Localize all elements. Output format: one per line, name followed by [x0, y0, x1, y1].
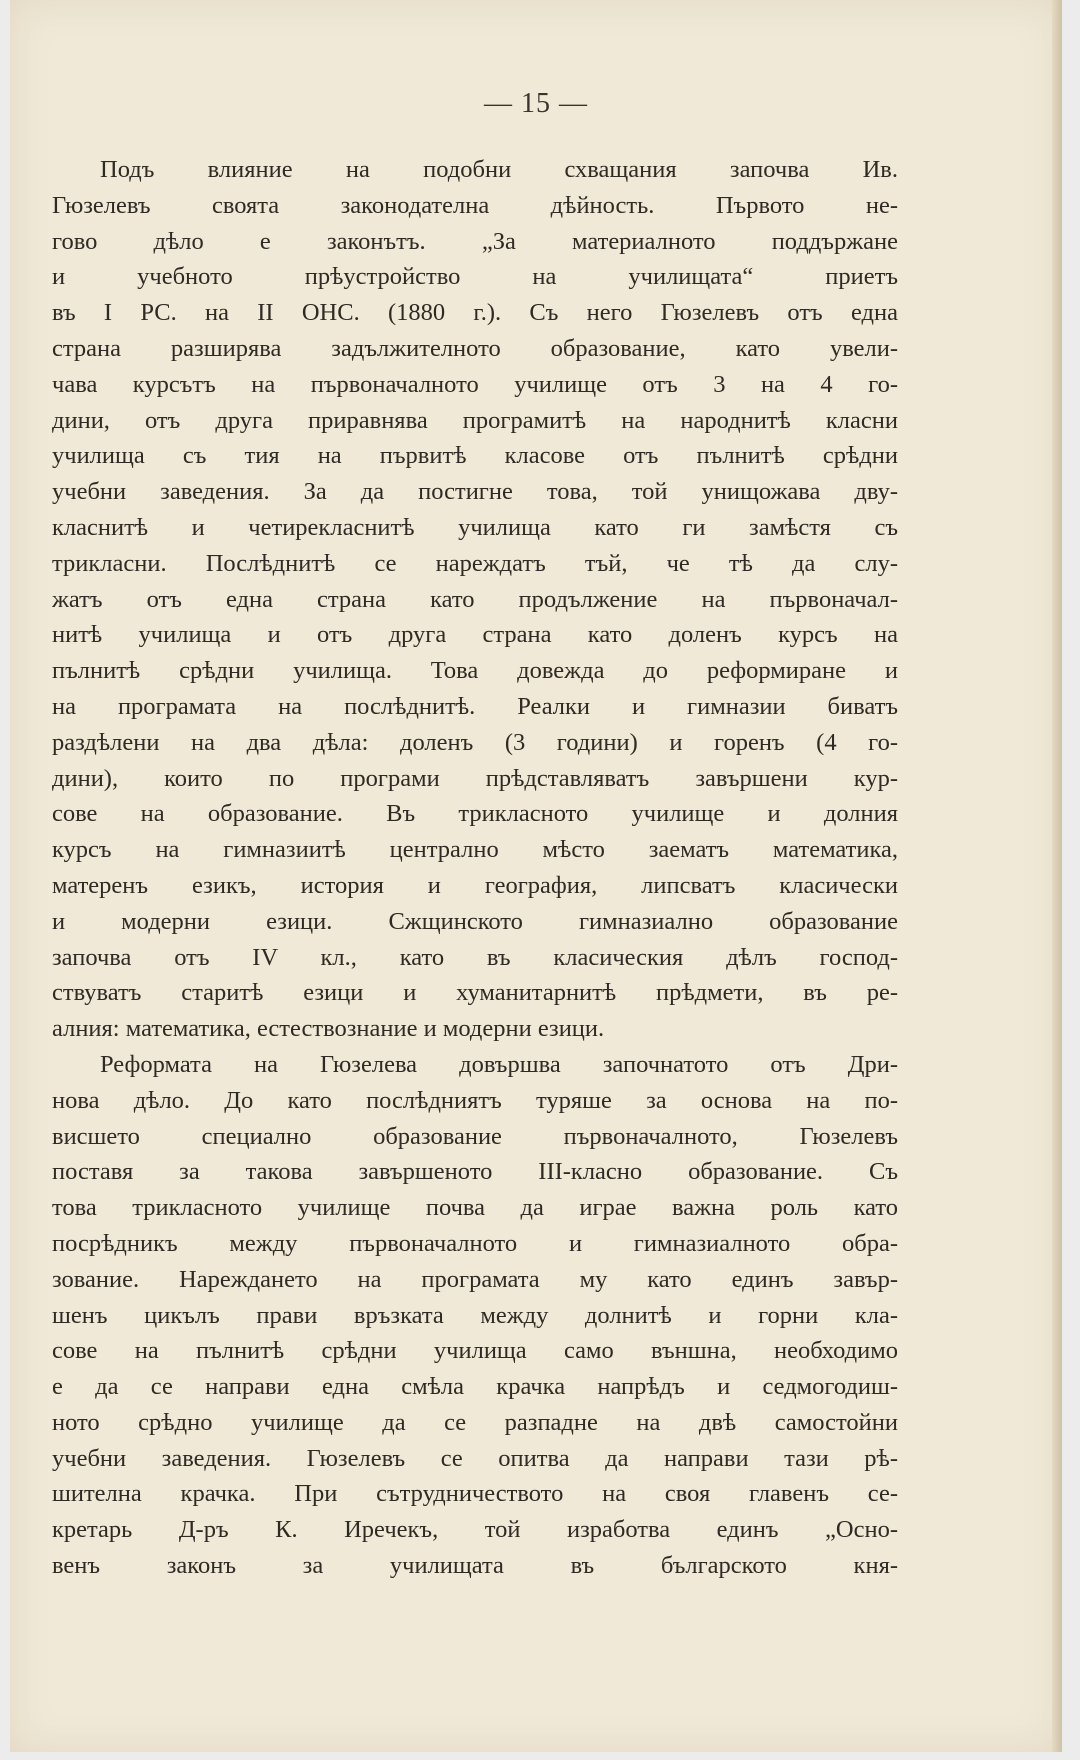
text-line: на програмата на послѣднитѣ. Реалки и гимназии биватъ	[52, 692, 898, 720]
text-line: това трикласното училище почва да играе важна роль като	[52, 1194, 898, 1222]
page-number: — 15 —	[484, 88, 588, 119]
body-text	[52, 152, 898, 1584]
text-line: е да се направи една смѣла крачка напрѣдъ и седмогодиш-	[52, 1373, 898, 1401]
text-line: нитѣ училища и отъ друга страна като доленъ курсъ на	[52, 621, 898, 649]
text-line: висшето специално образование първоначалното, Гюзелевъ	[52, 1122, 898, 1150]
text-line: раздѣлени на два дѣла: доленъ (3 години) и горенъ (4 го-	[52, 728, 898, 756]
text-line: и учебното прѣустройство на училищата“ приетъ	[52, 263, 898, 291]
text-line: страна разширява задължителното образование, като увели-	[52, 334, 898, 362]
text-line: посрѣдникъ между първоначалното и гимназиалното обра-	[52, 1229, 898, 1257]
text-line: поставя за такова завършеното III-класно образование. Съ	[52, 1158, 898, 1186]
text-line: курсъ на гимназиитѣ централно мѣсто заематъ математика,	[52, 836, 898, 864]
text-line: Подъ влияние на подобни схващания започва Ив.	[100, 156, 898, 183]
text-line: класнитѣ и четирекласнитѣ училища като ги замѣстя съ	[52, 513, 898, 541]
text-line: учебни заведения. За да постигне това, той унищожава дву-	[52, 478, 898, 506]
text-line: Реформата на Гюзелева довършва започнатото отъ Дри-	[100, 1050, 898, 1078]
text-line: въ I РС. на II ОНС. (1880 г.). Съ него Гюзелевъ отъ една	[52, 299, 898, 327]
text-line: сове на пълнитѣ срѣдни училища само външна, необходимо	[52, 1337, 898, 1365]
text-line: училища съ тия на първитѣ класове отъ пълнитѣ срѣдни	[52, 442, 898, 470]
text-line: венъ законъ за училищата въ българското кня-	[52, 1552, 898, 1580]
text-line: нова дѣло. До като послѣдниятъ туряше за основа на по-	[52, 1086, 898, 1114]
text-line: трикласни. Послѣднитѣ се нареждатъ тъй, че тѣ да слу-	[52, 549, 898, 577]
text-line: зование. Нареждането на програмата му като единъ завър-	[52, 1265, 898, 1293]
text-line: шителна крачка. При сътрудничеството на своя главенъ се-	[52, 1480, 898, 1508]
text-line: алния: математика, естествознание и модерни езици.	[52, 1015, 605, 1043]
text-line: шенъ цикълъ прави връзката между долнитѣ и горни кла-	[52, 1301, 898, 1329]
text-line: жатъ отъ една страна като продължение на първоначал-	[52, 585, 898, 613]
text-line: започва отъ IV кл., като въ класическия дѣлъ господ-	[52, 943, 898, 971]
text-line: чава курсътъ на първоначалното училище отъ 3 на 4 го-	[52, 370, 898, 398]
page-edge	[1052, 0, 1062, 1752]
text-line: сове на образование. Въ трикласното училище и долния	[52, 800, 898, 828]
text-line: и модерни езици. Сжщинското гимназиално образование	[52, 907, 898, 935]
text-line: дини), които по програми прѣдставляватъ завършени кур-	[52, 764, 898, 792]
text-line: дини, отъ друга приравнява програмитѣ на народнитѣ класни	[52, 406, 898, 434]
book-page	[10, 0, 1062, 1752]
text-line: гово дѣло е законътъ. „За материалното поддържане	[52, 227, 898, 255]
text-line: ното срѣдно училище да се разпадне на двѣ самостойни	[52, 1408, 898, 1436]
text-line: пълнитѣ срѣдни училища. Това довежда до реформиране и	[52, 657, 898, 685]
text-line: матеренъ езикъ, история и география, липсватъ класически	[52, 871, 898, 899]
text-line: Гюзелевъ своята законодателна дѣйность. Първото не-	[52, 191, 898, 219]
text-line: учебни заведения. Гюзелевъ се опитва да направи тази рѣ-	[52, 1444, 898, 1472]
text-line: кретарь Д-ръ К. Иречекъ, той изработва единъ „Осно-	[52, 1516, 898, 1544]
text-line: ствуватъ старитѣ езици и хуманитарнитѣ прѣдмети, въ ре-	[52, 979, 898, 1007]
